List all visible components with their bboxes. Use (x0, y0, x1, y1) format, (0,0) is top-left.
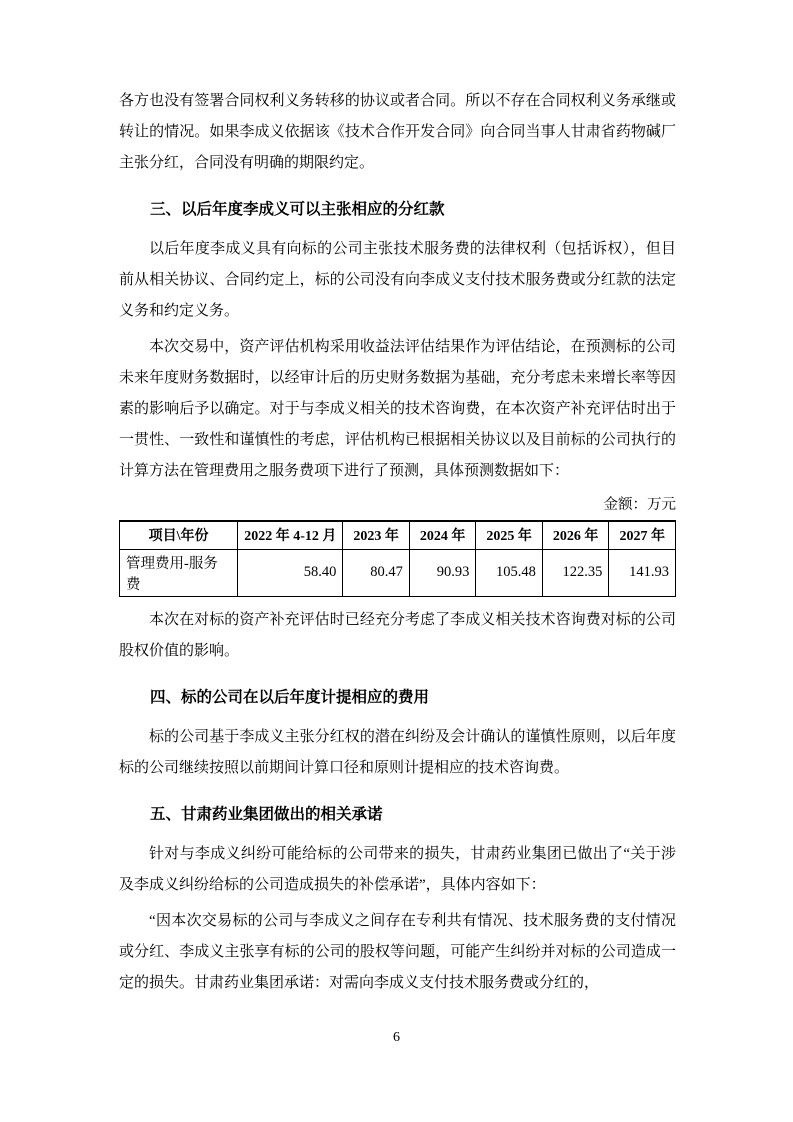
paragraph-continuation: 各方也没有签署合同权利义务转移的协议或者合同。所以不存在合同权利义务承继或转让的情况。如果李成义依据该《技术合作开发合同》向合同当事人甘肃省药物碱厂主张分红，合同没有明确的期限约定。 (119, 93, 676, 171)
table-header-item-year: 项目\年份 (120, 521, 238, 549)
table-header-row (120, 521, 676, 549)
section-heading-three: 三、以后年度李成义可以主张相应的分红款 (150, 201, 445, 218)
table-header-2025: 2025 年 (476, 521, 543, 549)
table-unit-label: 金额：万元 (603, 497, 676, 513)
table-cell-2026-value: 122.35 (542, 549, 609, 596)
paragraph-valuation-conclusion: 本次在对标的资产补充评估时已经充分考虑了李成义相关技术咨询费对标的公司股权价值的影响。 (119, 611, 676, 659)
page-number: 6 (393, 1030, 400, 1045)
table-row-service-fee (120, 549, 676, 596)
table-cell-2024-value: 90.93 (409, 549, 476, 596)
table-header-2024: 2024 年 (409, 521, 476, 549)
paragraph-valuation-method: 本次交易中，资产评估机构采用收益法评估结果作为评估结论，在预测标的公司未来年度财务数据时，以经审计后的历史财务数据为基础，充分考虑未来增长率等因素的影响后予以确定。对于与李成义相关的技术咨询费，在本次资产补充评估时出于一贯性、一致性和谨慎性的考虑，评估机构已根据相关协议以及目前标的公司执行的计算方法在管理费用之服务费项下进行了预测，具体预测数据如下： (119, 339, 676, 479)
paragraph-accrual-policy: 标的公司基于李成义主张分红权的潜在纠纷及会计确认的谨慎性原则，以后年度标的公司继续按照以前期间计算口径和原则计提相应的技术咨询费。 (119, 728, 676, 776)
table-cell-2027-value: 141.93 (609, 549, 676, 596)
section-heading-five: 五、甘肃药业集团做出的相关承诺 (150, 805, 383, 823)
section-heading-four: 四、标的公司在以后年度计提相应的费用 (150, 688, 430, 706)
paragraph-legal-rights: 以后年度李成义具有向标的公司主张技术服务费的法律权利（包括诉权），但目前从相关协议、合同约定上，标的公司没有向李成义支付技术服务费或分红款的法定义务和约定义务。 (119, 241, 676, 319)
document-content (119, 86, 676, 1004)
table-header-2023: 2023 年 (343, 521, 410, 549)
table-header-2022: 2022 年 4-12 月 (238, 521, 343, 549)
service-fee-forecast-table (119, 520, 676, 597)
paragraph-commitment-intro: 针对与李成义纠纷可能给标的公司带来的损失，甘肃药业集团已做出了“关于涉及李成义纠纷给标的公司造成损失的补偿承诺”，具体内容如下： (119, 845, 676, 893)
table-cell-row-label: 管理费用-服务费 (120, 549, 238, 596)
table-cell-2022-value: 58.40 (238, 549, 343, 596)
table-cell-2023-value: 80.47 (343, 549, 410, 596)
table-header-2027: 2027 年 (609, 521, 676, 549)
table-header-2026: 2026 年 (542, 521, 609, 549)
table-cell-2025-value: 105.48 (476, 549, 543, 596)
paragraph-commitment-quote: “因本次交易标的公司与李成义之间存在专利共有情况、技术服务费的支付情况或分红、李成义主张享有标的公司的股权等问题，可能产生纠纷并对标的公司造成一定的损失。甘肃药业集团承诺：对需向李成义支付技术服务费或分红的， (119, 912, 676, 991)
